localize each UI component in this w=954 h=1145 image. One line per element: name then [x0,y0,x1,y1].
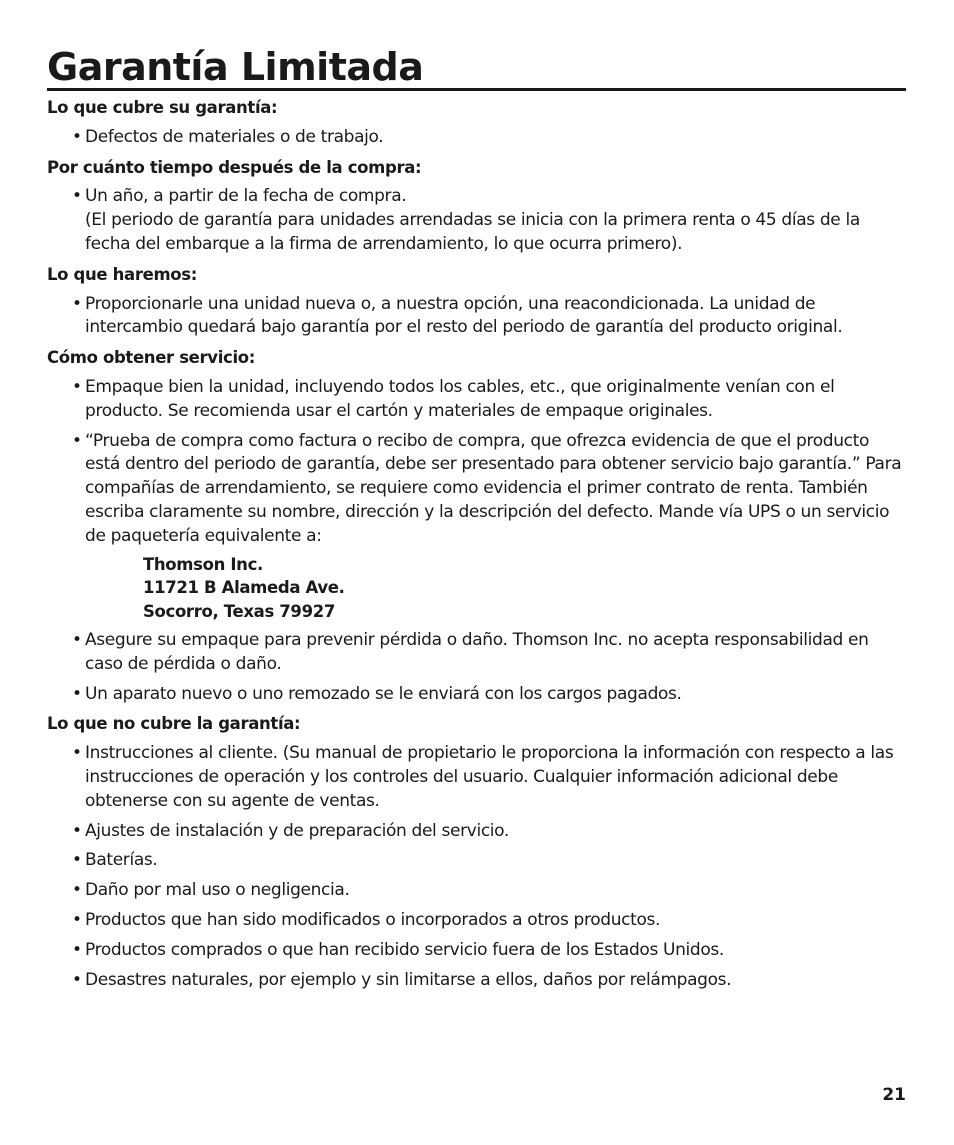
page-number: 21 [882,1085,906,1105]
lease-note: (El periodo de garantía para unidades arrendadas se inicia con la primera renta o 45 días de la fecha del embarque a la firma de arrendamiento, lo que ocurra primero). [85,210,860,254]
list-item-text: Productos comprados o que han recibido servicio fuera de los Estados Unidos. [85,939,724,960]
list-item [47,820,907,844]
list-item [47,629,907,677]
address-line: Socorro, Texas 79927 [143,601,335,621]
bullet-icon: • [72,910,82,931]
bullet-icon: • [72,743,82,764]
section-heading-what-we-do: Lo que haremos: [47,264,197,284]
bullet-icon: • [72,293,82,314]
bullet-icon: • [72,186,82,207]
bullet-icon: • [72,630,82,651]
list-item [47,909,907,933]
list-item-text: “Prueba de compra como factura o recibo de compra, que ofrezca evidencia de que el producto está dentro del periodo de garantía, debe ser presentado para obtener servicio bajo garantía.” Para compañías de arrendamiento, se requiere como evidencia el primer contrato de renta. También escriba claramente su nombre, dirección y la descripción del defecto. Mande vía UPS o un servicio de paquetería equivalente a: [85,430,902,546]
warranty-content [47,96,907,998]
bullet-icon: • [72,126,82,147]
page-title: Garantía Limitada [47,45,424,89]
list-item-text: Desastres naturales, por ejemplo y sin limitarse a ellos, daños por relámpagos. [85,969,732,990]
bullet-icon: • [72,820,82,841]
list-item [47,939,907,963]
bullet-icon: • [72,376,82,397]
list-item-text: Un año, a partir de la fecha de compra. [85,186,407,207]
section-heading-coverage: Lo que cubre su garantía: [47,98,278,117]
list-item [47,683,907,707]
list-item-text: Defectos de materiales o de trabajo. [85,126,384,147]
list-item [47,430,907,549]
list-item-text: Baterías. [85,850,158,871]
list-item [47,849,907,873]
list-item [47,376,907,424]
bullet-icon: • [72,683,82,704]
section-heading-duration: Por cuánto tiempo después de la compra: [47,157,422,177]
list-item [47,126,907,150]
title-underline [47,88,906,91]
section-heading-service: Cómo obtener servicio: [47,348,255,368]
list-item-text: Ajustes de instalación y de preparación del servicio. [85,820,509,841]
bullet-icon: • [72,969,82,990]
bullet-icon: • [72,430,82,451]
list-item-text: Productos que han sido modificados o incorporados a otros productos. [85,910,661,931]
list-item-text: Asegure su empaque para prevenir pérdida o daño. Thomson Inc. no acepta responsabilidad en caso de pérdida o daño. [85,630,869,674]
list-item [47,969,907,993]
list-item-text: Proporcionarle una unidad nueva o, a nuestra opción, una reacondicionada. La unidad de intercambio quedará bajo garantía por el resto del periodo de garantía del producto original. [85,293,843,338]
list-item [47,185,907,209]
list-item-text: Instrucciones al cliente. (Su manual de propietario le proporciona la información con respecto a las instrucciones de operación y los controles del usuario. Cualquier información adicional debe obtenerse con su agente de ventas. [85,743,894,811]
list-item [47,742,907,813]
shipping-address [47,553,907,624]
list-item-text: Empaque bien la unidad, incluyendo todos los cables, etc., que originalmente venían con el producto. Se recomienda usar el cartón y materiales de empaque originales. [85,376,835,421]
list-item-text: Un aparato nuevo o uno remozado se le enviará con los cargos pagados. [85,683,682,704]
list-item [47,293,907,341]
bullet-icon: • [72,880,82,901]
bullet-icon: • [72,850,82,871]
address-line: Thomson Inc. [143,554,263,574]
bullet-icon: • [72,939,82,960]
address-line: 11721 B Alameda Ave. [143,578,345,598]
list-item-text: Daño por mal uso o negligencia. [85,880,350,901]
section-heading-not-covered: Lo que no cubre la garantía: [47,714,301,734]
list-item [47,879,907,903]
